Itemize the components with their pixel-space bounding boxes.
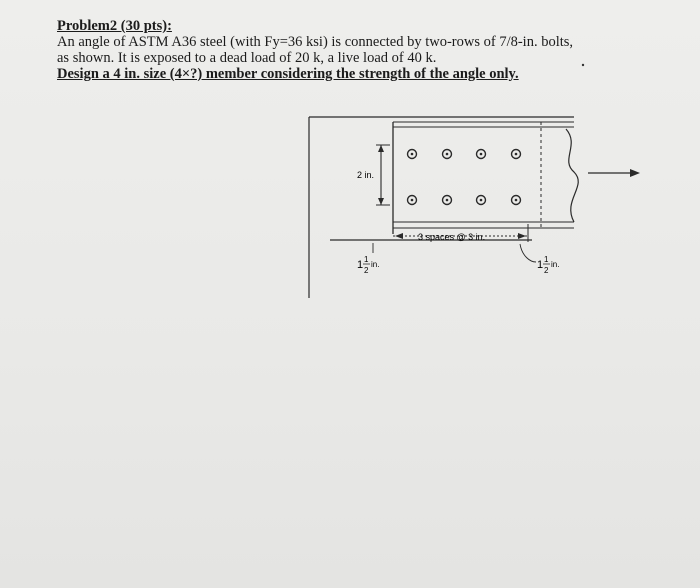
problem-line-2: as shown. It is exposed to a dead load of 20 k, a live load of 40 k. [57,50,437,66]
bolt-center [446,153,449,156]
ink-dot [582,64,584,66]
design-instruction: Design a 4 in. size (4×?) member considering the strength of the angle only. [57,66,519,82]
bolt-center [515,199,518,202]
edge-left-whole: 1 [357,259,364,271]
bolt-row-2 [408,196,521,205]
edge-right-num: 1 [544,255,549,264]
edge-right-den: 2 [544,266,549,275]
edge-left-unit: in. [371,260,380,269]
spacing-label: 3 spaces @ 3 in. [418,232,486,242]
bolt-center [515,153,518,156]
gage-label: 2 in. [357,170,375,180]
bolt-center [480,199,483,202]
break-line [566,129,578,222]
bolt-center [411,153,414,156]
bolt-center [446,199,449,202]
edge-right-unit: in. [551,260,560,269]
edge-left-num: 1 [364,255,369,264]
bolt-row-1 [408,150,521,159]
bolt-center [411,199,414,202]
problem-line-1: An angle of ASTM A36 steel (with Fy=36 ksi) is connected by two-rows of 7/8-in. bolts, [57,34,574,50]
spacing-dimension [393,224,528,242]
load-arrow-icon [588,169,640,177]
edge-right-whole: 1 [537,259,544,271]
bolt-center [480,153,483,156]
edge-distance-right [520,244,559,275]
problem-title: Problem2 (30 pts): [57,18,172,34]
edge-left-den: 2 [364,266,369,275]
edge-distance-left [357,243,379,275]
gage-dimension [357,145,390,205]
